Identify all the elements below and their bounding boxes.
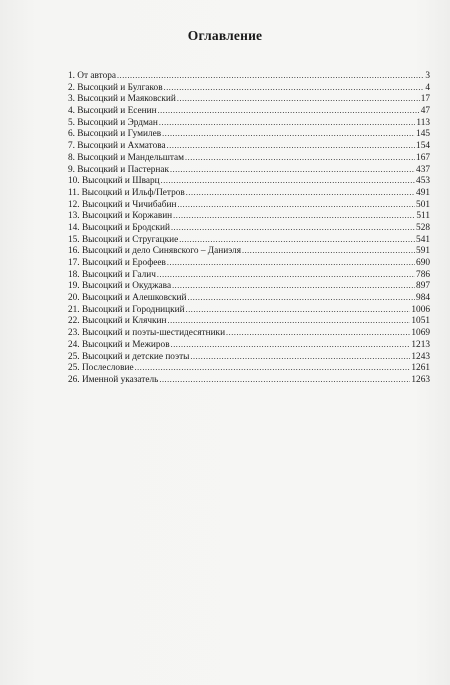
toc-entry-page-number: 4 (425, 82, 430, 93)
toc-entry-title: 14. Высоцкий и Бродский (68, 222, 170, 233)
toc-entry-page-number: 167 (416, 152, 430, 163)
dot-leader (186, 304, 411, 316)
toc-entry (68, 245, 430, 257)
toc-entry-title: 7. Высоцкий и Ахматова (68, 141, 166, 152)
dot-leader (162, 128, 415, 140)
dot-leader (158, 105, 420, 117)
dot-leader (186, 187, 415, 199)
toc-entry-page-number: 17 (420, 94, 430, 105)
toc-entry-page-number: 154 (416, 141, 430, 152)
toc-entry-page-number: 786 (416, 269, 430, 280)
toc-entry-page-number: 591 (416, 246, 430, 257)
toc-entry (68, 128, 430, 140)
toc-entry-page-number: 541 (416, 234, 430, 245)
toc-entry-page-number: 1213 (411, 339, 430, 350)
toc-entry-page-number: 453 (416, 176, 430, 187)
toc-entry-page-number: 47 (420, 106, 430, 117)
toc-entry (68, 105, 430, 117)
toc-entry-page-number: 501 (416, 199, 430, 210)
toc-entry-page-number: 690 (416, 258, 430, 268)
toc-entry-title: 13. Высоцкий и Коржавин (68, 211, 173, 222)
toc-entry-page-number: 984 (416, 293, 430, 304)
toc-entry (68, 339, 430, 351)
toc-entry-title: 19. Высоцкий и Окуджава (68, 281, 172, 292)
toc-entry-title: 3. Высоцкий и Маяковский (68, 94, 176, 105)
toc-entry (68, 70, 430, 82)
dot-leader (177, 199, 415, 211)
toc-entry-page-number: 1243 (411, 351, 430, 362)
toc-entry-title: 4. Высоцкий и Есенин (68, 106, 157, 117)
toc-entry-page-number: 1069 (411, 328, 430, 339)
toc-entry-title: 26. Именной указатель (68, 374, 159, 385)
dot-leader (172, 280, 415, 292)
toc-entry (68, 82, 430, 94)
toc-entry-page-number: 897 (416, 281, 430, 292)
toc-entry (68, 152, 430, 164)
toc-entry-title: 15. Высоцкий и Стругацкие (68, 234, 179, 245)
dot-leader (171, 339, 411, 351)
dot-leader (179, 234, 415, 246)
toc-entry-title: 16. Высоцкий и дело Синявского – Даниэля (68, 246, 241, 257)
toc-entry-title: 5. Высоцкий и Эрдман (68, 117, 158, 128)
dot-leader (159, 117, 415, 129)
toc-entry-page-number: 113 (416, 117, 430, 128)
toc-entry-title: 25. Высоцкий и детские поэты (68, 351, 190, 362)
toc-entry-page-number: 1263 (411, 374, 430, 385)
dot-leader (167, 140, 415, 152)
toc-entry-page-number: 3 (425, 71, 430, 81)
toc-entry-title: 11. Высоцкий и Ильф/Петров (68, 187, 185, 198)
toc-entry (68, 327, 430, 339)
toc-entry-page-number: 1006 (411, 304, 430, 315)
toc-entry-title: 25. Послесловие (68, 363, 134, 374)
dot-leader (135, 362, 411, 374)
toc-entry-page-number: 437 (416, 164, 430, 175)
dot-leader (173, 210, 415, 222)
toc-entry-title: 6. Высоцкий и Гумилев (68, 129, 162, 140)
toc-entry-title: 23. Высоцкий и поэты-шестидесятники (68, 328, 226, 339)
toc-entry-page-number: 1051 (411, 316, 430, 327)
toc-entry (68, 304, 430, 316)
toc-entry (68, 374, 430, 386)
toc-entry (68, 362, 430, 374)
toc-entry (68, 292, 430, 304)
toc-entry (68, 280, 430, 292)
dot-leader (161, 175, 415, 187)
toc-entry (68, 210, 430, 222)
toc-entry (68, 315, 430, 327)
dot-leader (168, 315, 411, 327)
dot-leader (170, 164, 415, 176)
dot-leader (185, 152, 415, 164)
toc-entry-title: 1. От автора (68, 71, 117, 81)
dot-leader (167, 257, 415, 269)
dot-leader (171, 222, 415, 234)
dot-leader (190, 351, 410, 363)
dot-leader (226, 327, 410, 339)
toc-entry (68, 199, 430, 211)
toc-entry-page-number: 511 (416, 211, 430, 222)
toc-entry (68, 175, 430, 187)
toc-entry-title: 10. Высоцкий и Шварц (68, 176, 160, 187)
toc-entry (68, 164, 430, 176)
dot-leader (188, 292, 416, 304)
dot-leader (117, 70, 424, 82)
toc-entry-title: 22. Высоцкий и Клячкин (68, 316, 167, 327)
toc-entry (68, 93, 430, 105)
table-of-contents (68, 70, 430, 386)
toc-entry-title: 21. Высоцкий и Городницкий (68, 304, 185, 315)
toc-entry (68, 351, 430, 363)
toc-entry-title: 9. Высоцкий и Пастернак (68, 164, 170, 175)
toc-entry (68, 269, 430, 281)
dot-leader (177, 93, 420, 105)
toc-entry (68, 234, 430, 246)
toc-entry-title: 20. Высоцкий и Алешковский (68, 293, 187, 304)
dot-leader (242, 245, 415, 257)
toc-entry (68, 140, 430, 152)
toc-entry-page-number: 528 (416, 222, 430, 233)
toc-entry-title: 8. Высоцкий и Мандельштам (68, 152, 185, 163)
toc-entry (68, 257, 430, 269)
toc-entry (68, 222, 430, 234)
toc-entry (68, 187, 430, 199)
toc-entry-page-number: 145 (416, 129, 430, 140)
page-title: Оглавление (187, 28, 263, 43)
dot-leader (159, 374, 410, 386)
dot-leader (164, 82, 425, 94)
toc-entry-title: 18. Высоцкий и Галич (68, 269, 156, 280)
toc-entry-title: 17. Высоцкий и Ерофеев (68, 258, 166, 268)
toc-entry-title: 12. Высоцкий и Чичибабин (68, 199, 177, 210)
toc-entry (68, 117, 430, 129)
dot-leader (157, 269, 415, 281)
toc-entry-page-number: 1261 (411, 363, 430, 374)
toc-entry-title: 2. Высоцкий и Булгаков (68, 82, 163, 93)
toc-entry-page-number: 491 (416, 187, 430, 198)
toc-entry-title: 24. Высоцкий и Межиров (68, 339, 170, 350)
